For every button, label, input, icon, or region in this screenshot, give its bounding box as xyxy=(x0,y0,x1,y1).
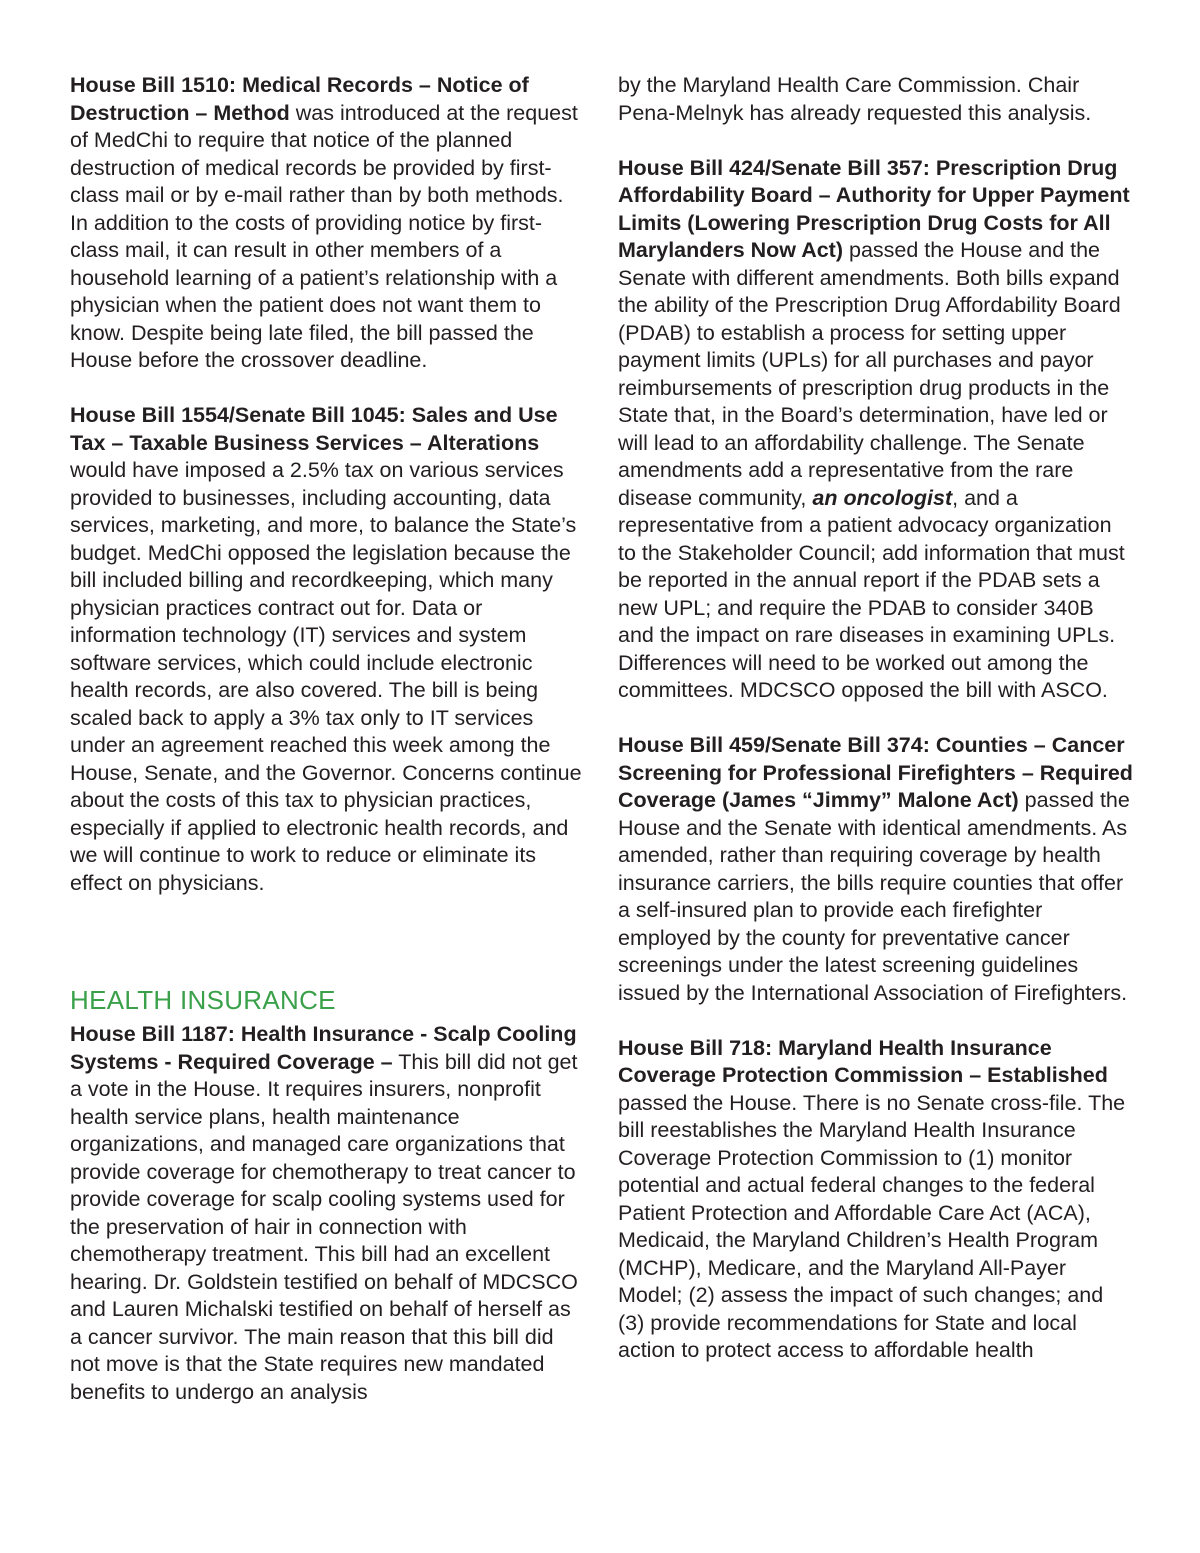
bill-hb1187-paragraph xyxy=(70,1021,582,1406)
bill-body: , and a representative from a patient advocacy organization to the Stakeholder Council; add information that must be reported in the annual report if the PDAB sets a new UPL; and require the PDAB to consider 340B and the impact on rare diseases in examining UPLs. Differences will need to be worked out among the committees. MDCSCO opposed the bill with ASCO. xyxy=(618,485,1125,702)
emphasized-text: an oncologist xyxy=(812,485,953,510)
bill-body: passed the House and the Senate with identical amendments. As amended, rather than requiring coverage by health insurance carriers, the bills require counties that offer a self-insured plan to provide each firefighter employed by the county for preventative cancer screenings under the latest screening guidelines issued by the International Association of Firefighters. xyxy=(618,788,1130,1005)
bill-title: House Bill 718: Maryland Health Insurance Coverage Protection Commission – Established xyxy=(618,1035,1108,1087)
bill-hb1510-paragraph xyxy=(70,72,582,375)
bill-body: passed the House and the Senate with different amendments. Both bills expand the ability of the Prescription Drug Affordability Board (PDAB) to establish a process for setting upper payment limits (UPLs) for all purchases and payor reimbursements of prescription drug products in the State that, in the Board’s determination, have led or will lead to an affordability challenge. The Senate amendments add a representative from the rare disease community, xyxy=(618,238,1121,510)
bill-hb424-paragraph xyxy=(618,155,1133,705)
bill-title: House Bill 1510: Medical Records – Notice of Destruction – Method xyxy=(70,73,529,125)
bill-body: This bill did not get a vote in the House. It requires insurers, nonprofit health service plans, health maintenance organizations, and managed care organizations that provide coverage for chemotherapy to treat cancer to provide coverage for scalp cooling systems used for the preservation of hair in connection with chemotherapy treatment. This bill had an excellent hearing. Dr. Goldstein testified on behalf of MDCSCO and Lauren Michalski testified on behalf of herself as a cancer survivor. The main reason that this bill did not move is that the State requires new mandated benefits to undergo an analysis xyxy=(70,1049,578,1404)
right-column xyxy=(618,72,1133,1365)
bill-title: House Bill 1187: Health Insurance - Scalp Cooling Systems - Required Coverage – xyxy=(70,1022,577,1074)
bill-title: House Bill 459/Senate Bill 374: Counties – Cancer Screening for Professional Firefighters – Required Coverage (James “Jimmy” Malone Act) xyxy=(618,733,1133,812)
bill-hb459-paragraph xyxy=(618,732,1133,1007)
bill-title: House Bill 424/Senate Bill 357: Prescription Drug Affordability Board – Authority for Upper Payment Limits (Lowering Prescription Drug Costs for All Marylanders Now Act) xyxy=(618,155,1130,262)
left-column xyxy=(70,72,582,1406)
bill-body: would have imposed a 2.5% tax on various services provided to businesses, including accounting, data services, marketing, and more, to balance the State’s budget. MedChi opposed the legislation because the bill included billing and recordkeeping, which many physician practices contract out for. Data or information technology (IT) services and system software services, which could include electronic health records, are also covered. The bill is being scaled back to apply a 3% tax only to IT services under an agreement reached this week among the House, Senate, and the Governor. Concerns continue about the costs of this tax to physician practices, especially if applied to electronic health records, and we will continue to work to reduce or eliminate its effect on physicians. xyxy=(70,458,582,895)
section-heading-health-insurance: HEALTH INSURANCE xyxy=(70,985,336,1015)
bill-body: passed the House. There is no Senate cross-file. The bill reestablishes the Maryland Health Insurance Coverage Protection Commission to (1) monitor potential and actual federal changes to the federal Patient Protection and Affordable Care Act (ACA), Medicaid, the Maryland Children’s Health Program (MCHP), Medicare, and the Maryland All-Payer Model; (2) assess the impact of such changes; and (3) provide recommendations for State and local action to protect access to affordable health xyxy=(618,1090,1126,1362)
bill-body: was introduced at the request of MedChi to require that notice of the planned destruction of medical records be provided by first-class mail or by e-mail rather than by both methods. In addition to the costs of providing notice by first-class mail, it can result in other members of a household learning of a patient’s relationship with a physician when the patient does not want them to know. Despite being late filed, the bill passed the House before the crossover deadline. xyxy=(70,100,578,372)
continuation-paragraph: by the Maryland Health Care Commission. Chair Pena-Melnyk has already requested this analysis. xyxy=(618,73,1092,125)
bill-hb1554-paragraph xyxy=(70,402,582,897)
bill-title: House Bill 1554/Senate Bill 1045: Sales and Use Tax – Taxable Business Services – Alterations xyxy=(70,403,558,455)
bill-hb718-paragraph xyxy=(618,1035,1133,1365)
